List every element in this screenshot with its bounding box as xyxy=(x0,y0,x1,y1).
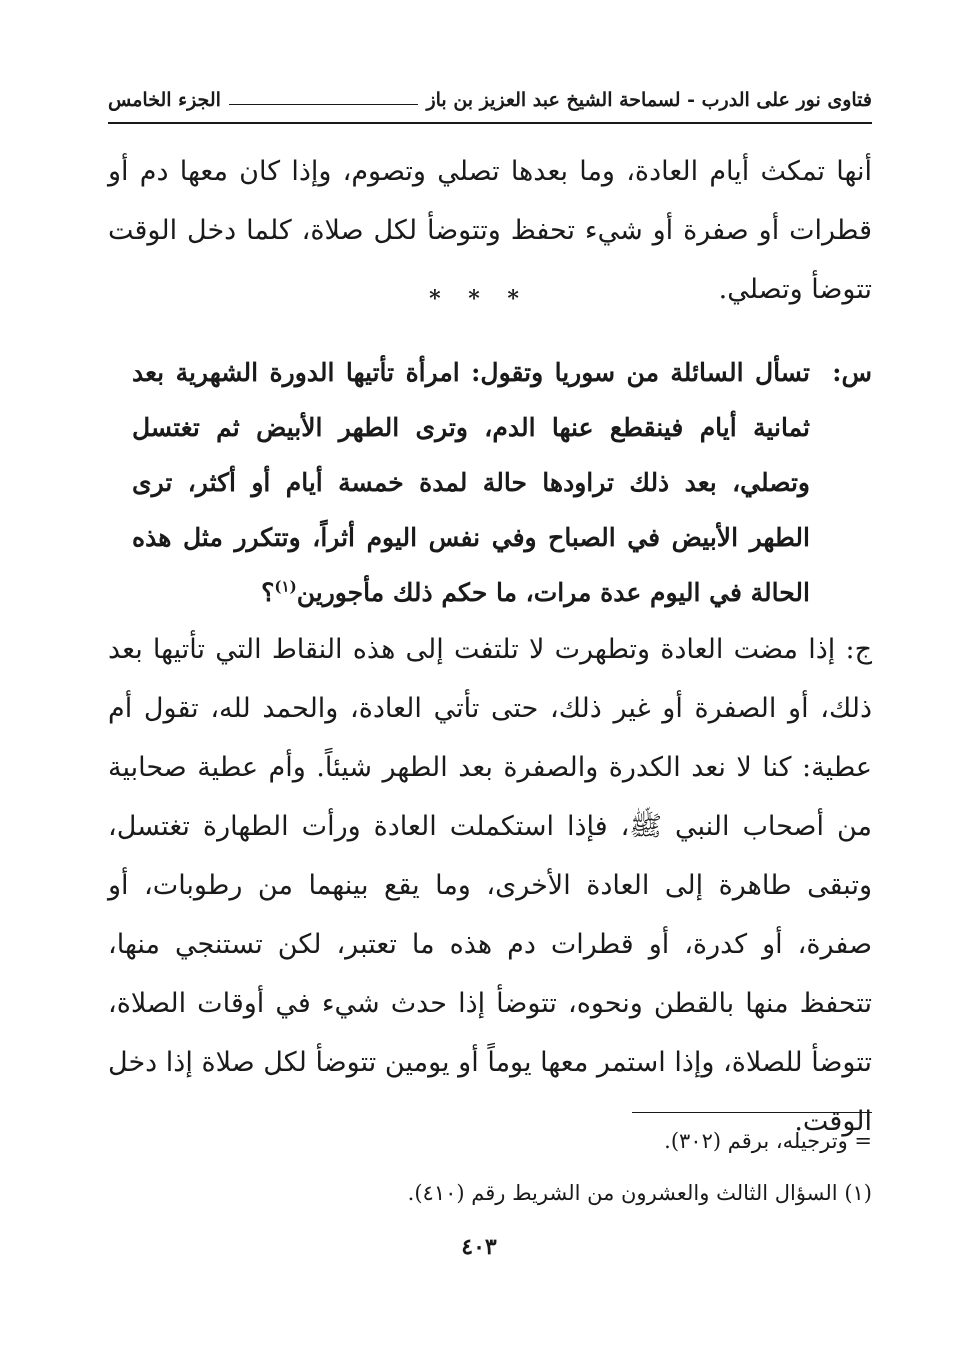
footnote-continued: = وترجيله، برقم (٣٠٢). xyxy=(664,1129,872,1153)
answer-paragraph: ج: إذا مضت العادة وتطهرت لا تلتفت إلى هذه النقاط التي تأتيها بعد ذلك، أو الصفرة أو غير ذلك، حتى تأتي العادة، والحمد لله، تقول أم عطية: كنا لا نعد الكدرة والصفرة بعد الطهر شيئاً. وأم عطية صحابية من أصحاب النبي ﷺ، فإذا استكملت العادة ورأت الطهارة تغتسل، وتبقى طاهرة إلى العادة الأخرى، وما يقع بينهما من رطوبات، أو صفرة، أو كدرة، أو قطرات دم هذه ما تعتبر، لكن تستنجي منها، تتحفظ منها بالقطن ونحوه، تتوضأ إذا حدث شيء في أوقات الصلاة، تتوضأ للصلاة، وإذا استمر معها يوماً أو يومين تتوضأ لكل صلاة إذا دخل الوقت. xyxy=(108,634,872,1137)
question-marker: س: xyxy=(832,358,872,387)
header-underline xyxy=(108,122,872,124)
running-header xyxy=(108,82,872,118)
section-separator: * * * xyxy=(429,286,529,312)
header-rule xyxy=(229,104,419,105)
page-number: ٤٠٣ xyxy=(461,1234,497,1260)
footnote-rule xyxy=(632,1112,872,1113)
footnote-1: (١) السؤال الثالث والعشرون من الشريط رقم (٤١٠). xyxy=(407,1181,872,1205)
book-title: فتاوى نور على الدرب - لسماحة الشيخ عبد العزيز بن باز xyxy=(426,89,872,111)
question-end-mark: ؟ xyxy=(261,578,275,607)
question-text: تسأل السائلة من سوريا وتقول: امرأة تأتيها الدورة الشهرية بعد ثمانية أيام فينقطع عنها الدم، وترى الطهر الأبيض ثم تغتسل وتصلي، بعد ذلك تراودها حالة لمدة خمسة أيام أو أكثر، ترى الطهر الأبيض في الصباح وفي نفس اليوم أثراً، وتتكرر مثل هذه الحالة في اليوم عدة مرات، ما حكم ذلك مأجورين xyxy=(132,358,810,607)
question-body xyxy=(132,345,810,620)
footnote-ref-1: (١) xyxy=(274,577,297,596)
question-block xyxy=(132,345,872,620)
paragraph-1: أنها تمكث أيام العادة، وما بعدها تصلي وتصوم، وإذا كان معها دم أو قطرات أو صفرة أو شيء تحفظ وتتوضأ لكل صلاة، كلما دخل الوقت تتوضأ وتصلي. xyxy=(108,156,872,305)
volume-label: الجزء الخامس xyxy=(108,89,221,111)
